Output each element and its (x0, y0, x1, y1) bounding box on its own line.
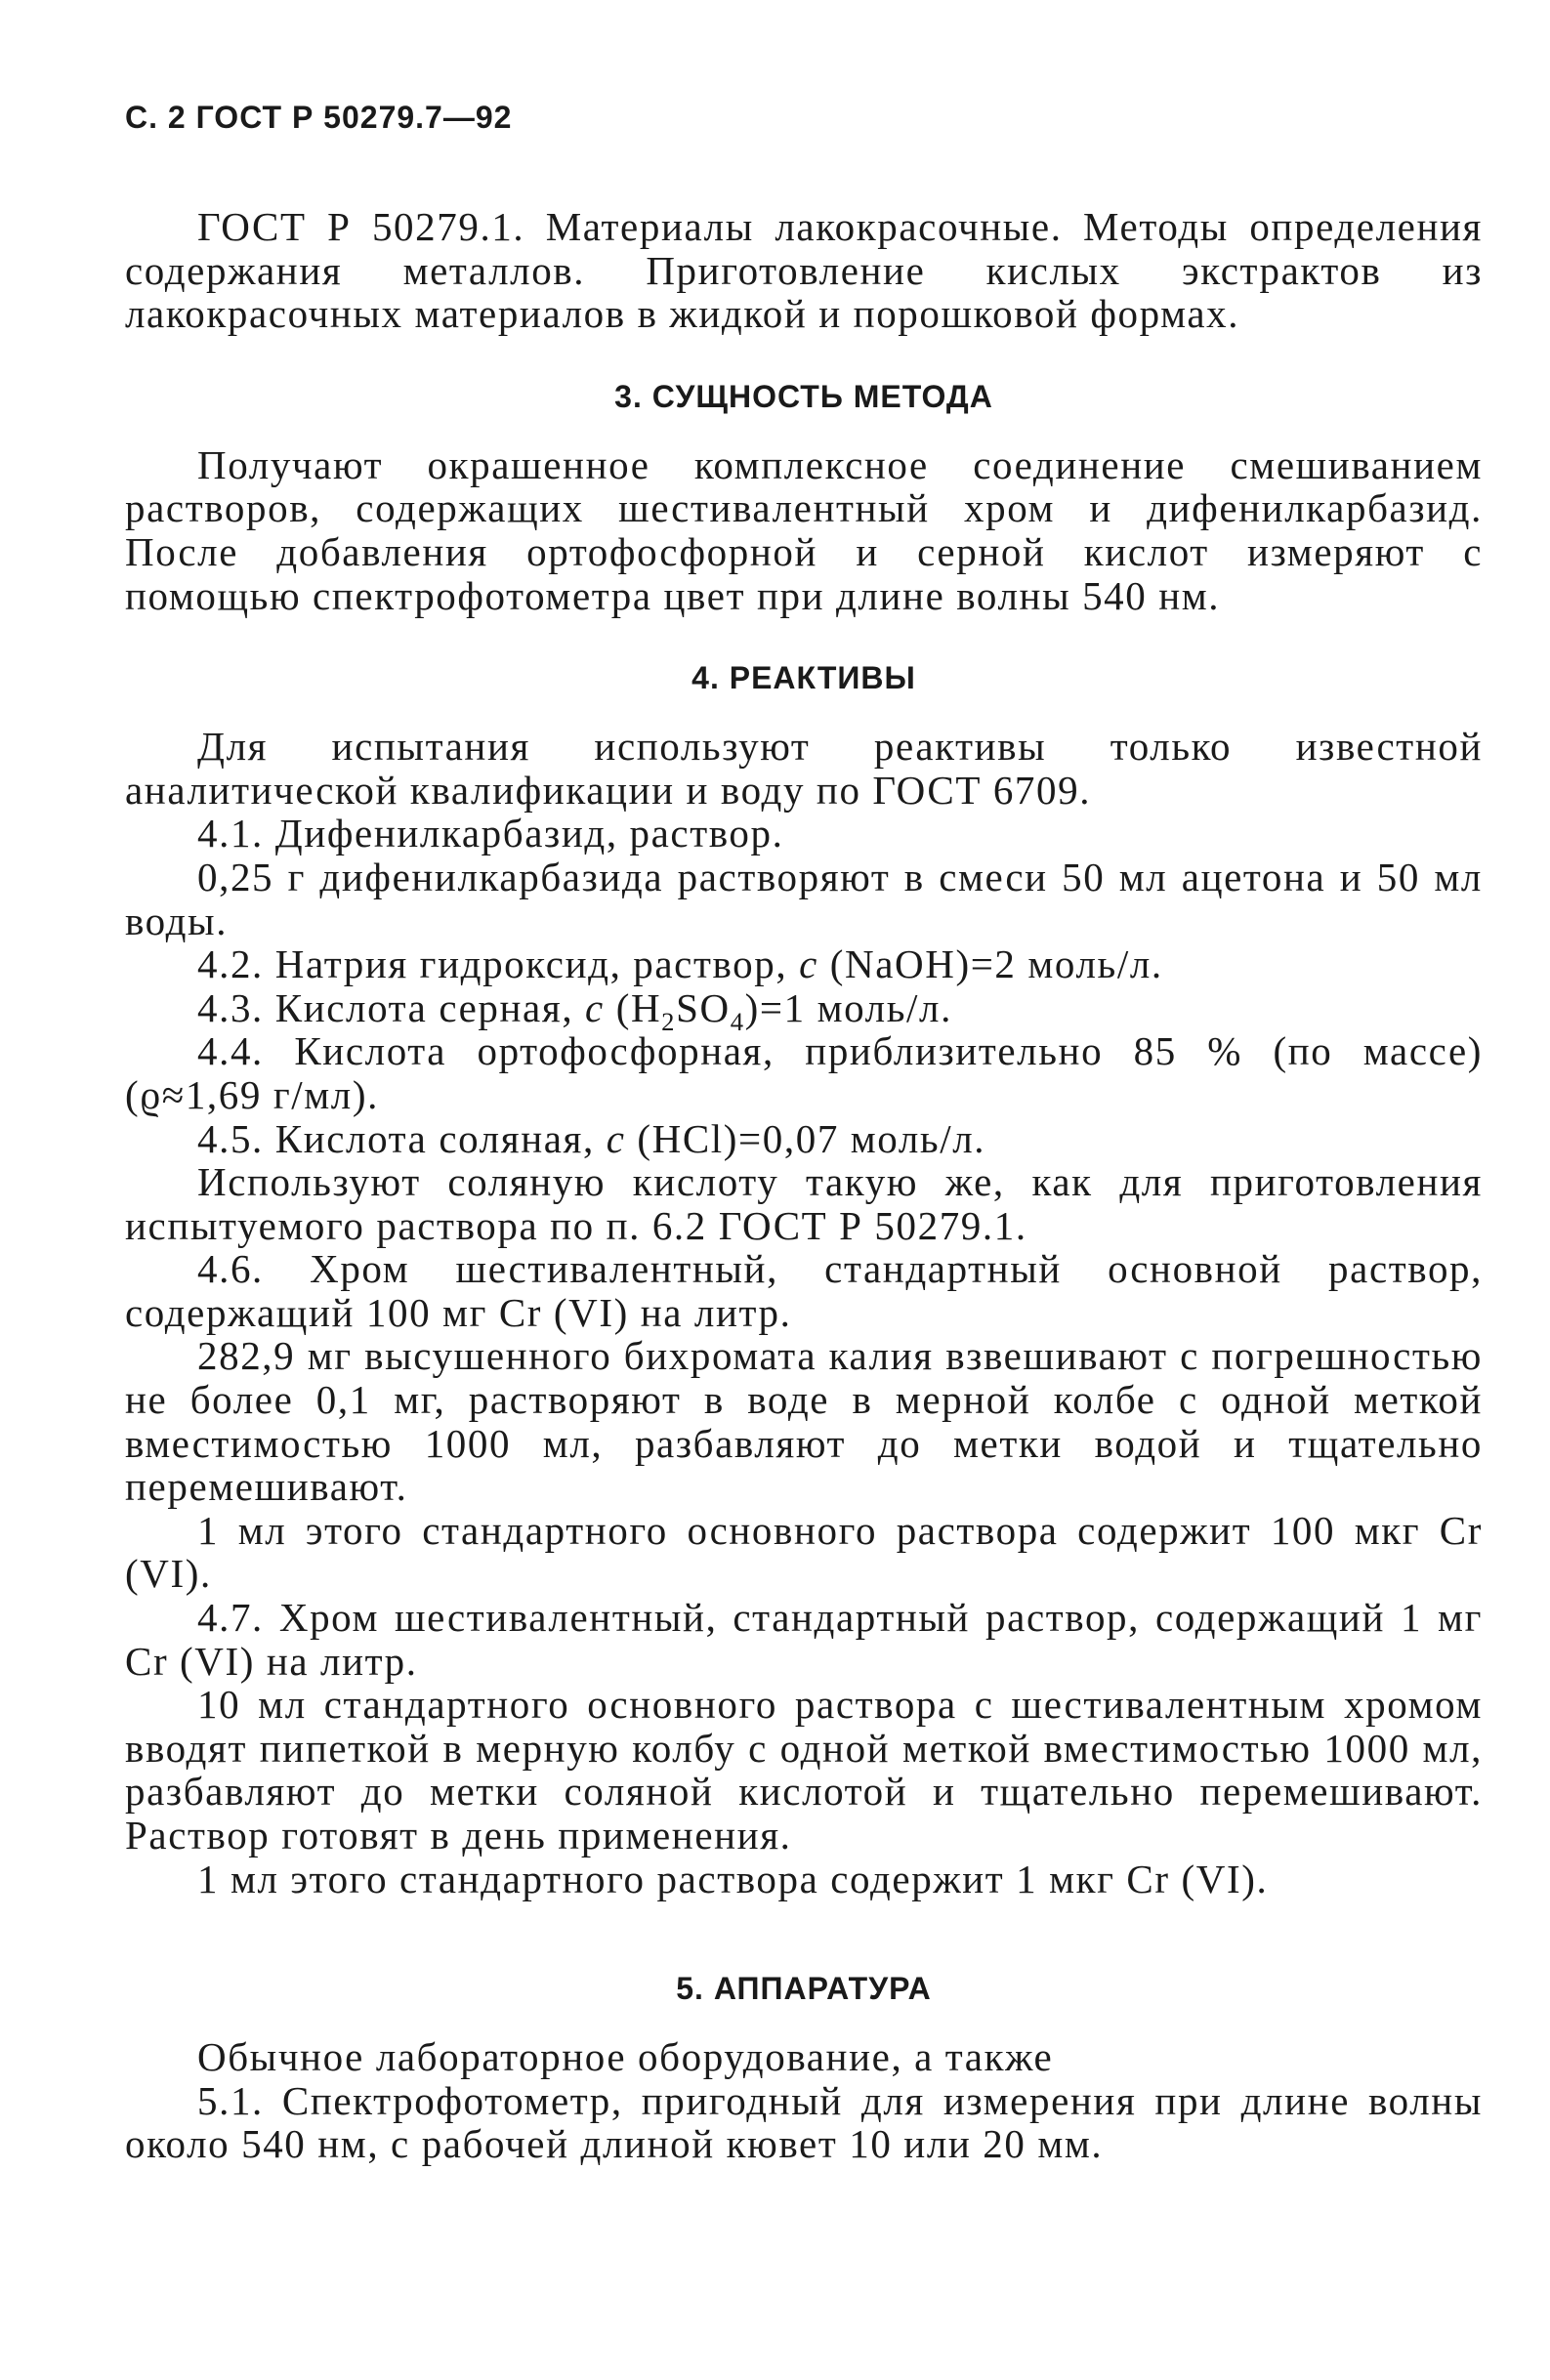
item-4-6-text-2: 1 мл этого стандартного основного раствора содержит 100 мкг Cr (VI). (125, 1507, 1483, 1597)
concentration-symbol: с (606, 1115, 626, 1161)
section-3-text: Получают окрашенное комплексное соединение смешиванием растворов, содержащих шестивалентный хром и дифенилкарбазид. После добавления ортофосфорной и серной кислот измеряют с помощью спектрофотометра цвет при длине волны 540 нм. (125, 441, 1483, 618)
item-4-6: 4.6. Хром шестивалентный, стандартный основной раствор, содержащий 100 мг Cr (VI) на литр. (125, 1246, 1483, 1335)
item-4-2-formula: (NaOH)=2 моль/л. (829, 941, 1163, 987)
subscript: 4 (730, 1006, 745, 1036)
item-4-1: 4.1. Дифенилкарбазид, раствор. (197, 811, 784, 856)
item-4-1-text: 0,25 г дифенилкарбазида растворяют в смеси 50 мл ацетона и 50 мл воды. (125, 854, 1483, 943)
item-4-6-text-1: 282,9 мг высушенного бихромата калия взвешивают с погрешностью не более 0,1 мг, растворяют в воде в мерной колбе с одной меткой вместимостью 1000 мл, разбавляют до метки водой и тщательно перемешивают. (125, 1333, 1483, 1510)
section-3-title: 3. СУЩНОСТЬ МЕТОДА (614, 378, 993, 414)
item-4-7: 4.7. Хром шестивалентный, стандартный раствор, содержащий 1 мг Cr (VI) на литр. (125, 1595, 1483, 1684)
section-4-intro: Для испытания используют реактивы только известной аналитической квалификации и воду по ГОСТ 6709. (125, 724, 1483, 813)
item-4-2 (125, 942, 1483, 986)
item-4-7-text-1: 10 мл стандартного основного раствора с шестивалентным хромом вводят пипеткой в мерную колбу с одной меткой вместимостью 1000 мл, разбавляют до метки соляной кислотой и тщательно перемешивают. Раствор готовят в день применения. (125, 1682, 1483, 1858)
subscript: 2 (661, 1006, 677, 1036)
intro-paragraph: ГОСТ Р 50279.1. Материалы лакокрасочные. Методы определения содержания металлов. Приготовление кислых экстрактов из лакокрасочных материалов в жидкой и порошковой формах. (125, 204, 1483, 337)
item-4-5-text: Используют соляную кислоту такую же, как для приготовления испытуемого раствора по п. 6.2 ГОСТ Р 50279.1. (125, 1159, 1483, 1248)
concentration-symbol: с (585, 984, 605, 1030)
document-page (125, 98, 1483, 2166)
formula-part: (H (615, 984, 662, 1030)
section-4-title: 4. РЕАКТИВЫ (691, 660, 916, 696)
concentration-symbol: с (799, 941, 818, 987)
section-5-intro: Обычное лабораторное оборудование, а также (197, 2034, 1054, 2080)
item-5-1: 5.1. Спектрофотометр, пригодный для измерения при длине волны около 540 нм, с рабочей длиной кювет 10 или 20 мм. (125, 2077, 1483, 2167)
item-4-5 (125, 1117, 1483, 1161)
item-4-4: 4.4. Кислота ортофосфорная, приблизительно 85 % (по массе) (ϱ≈1,69 г/мл). (125, 1028, 1483, 1117)
item-4-7-text-2: 1 мл этого стандартного раствора содержит 1 мкг Cr (VI). (197, 1856, 1269, 1901)
item-4-3-label: 4.3. Кислота серная, (197, 984, 574, 1030)
item-4-2-label: 4.2. Натрия гидроксид, раствор, (197, 941, 788, 987)
formula-part: )=1 моль/л. (744, 984, 952, 1030)
item-4-5-label: 4.5. Кислота соляная, (197, 1115, 595, 1161)
item-4-3 (125, 984, 1483, 1036)
item-4-5-formula: (HCl)=0,07 моль/л. (637, 1115, 986, 1161)
formula-part: SO (676, 984, 731, 1030)
page-header: С. 2 ГОСТ Р 50279.7—92 (125, 100, 513, 135)
section-5-title: 5. АППАРАТУРА (676, 1971, 932, 2007)
